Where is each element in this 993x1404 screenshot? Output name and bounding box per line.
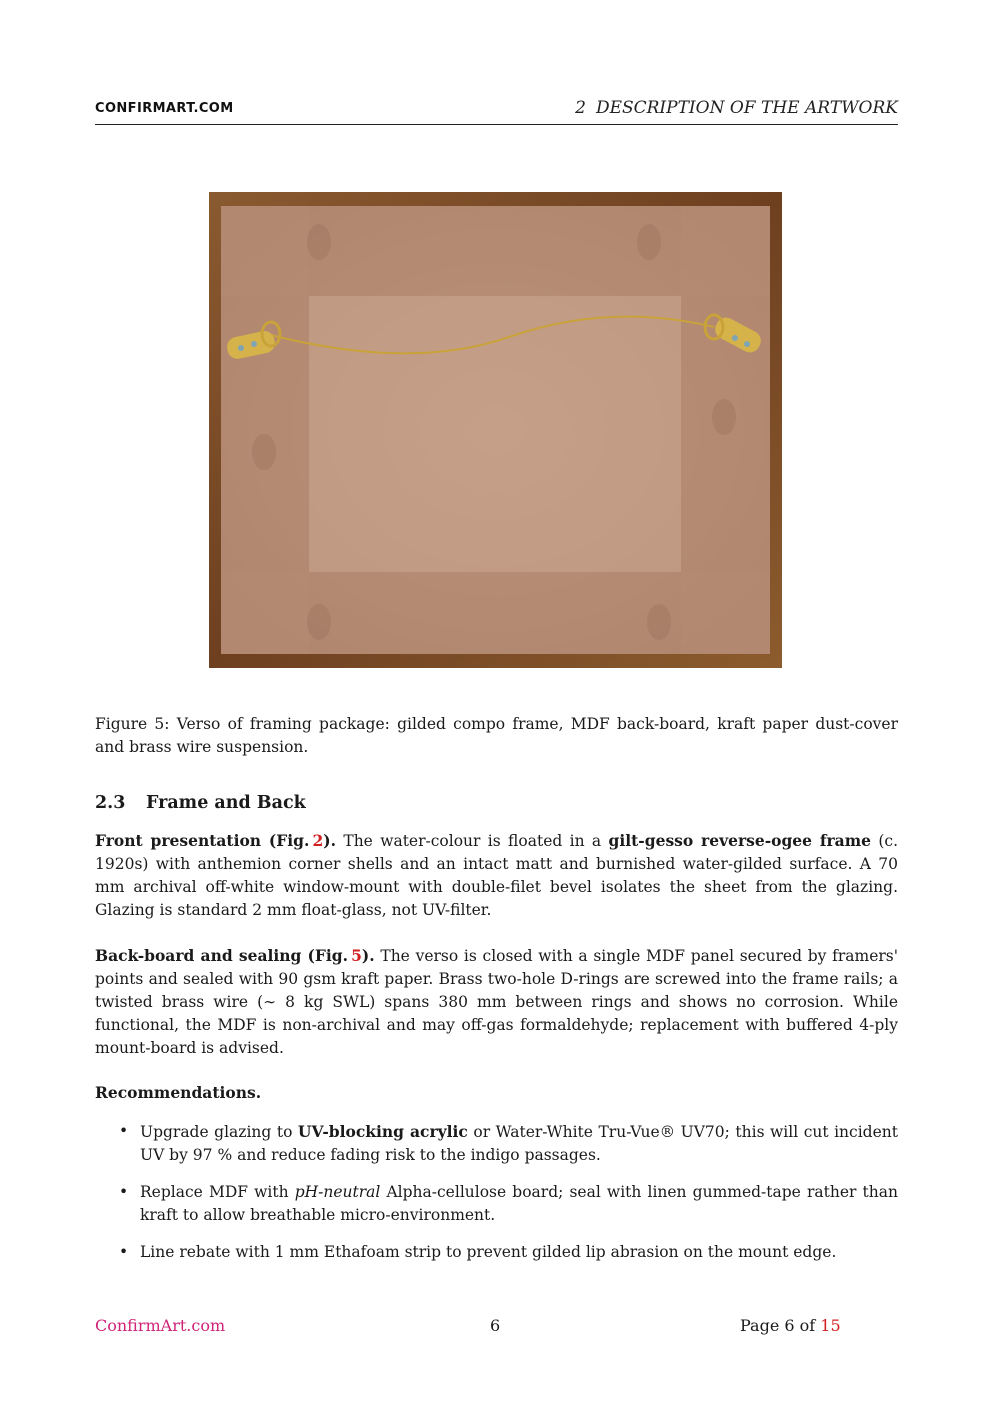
footer-site-link[interactable]: ConfirmArt.com [95, 1316, 226, 1335]
bullet-icon: • [119, 1243, 129, 1261]
bullet-icon: • [119, 1183, 129, 1201]
header-section-title: DESCRIPTION OF THE ARTWORK [595, 98, 898, 118]
page-header [95, 98, 898, 125]
bullet-icon: • [119, 1122, 129, 1140]
list-item: • Upgrade glazing to UV-blocking acrylic or Water-White Tru-Vue® UV70; this will cut incident UV by 97 % and reduce fading risk to the indigo passages. [119, 1122, 898, 1164]
para-lead: Back-board and sealing (Fig. 5). [95, 946, 375, 965]
list-item: • Line rebate with 1 mm Ethafoam strip to prevent gilded lip abrasion on the mount edge. [95, 1241, 898, 1264]
section-number: 2.3 [95, 793, 126, 813]
paragraph-back-board: Back-board and sealing (Fig. 5). The verso is closed with a single MDF panel secured by framers' points and sealed with 90 gsm kraft paper. Brass two-hole D-rings are screwed into the frame rails; a twisted brass wire (∼ 8 kg SWL) spans 380 mm between rings and shows no corrosion. While functional, the MDF is non-archival and may off-gas formaldehyde; replacement with buffered 4-ply mount-board is advised. [95, 946, 899, 1057]
footer-page-count: Page 6 of 15 [740, 1316, 841, 1335]
recommendations-list [95, 1120, 898, 1278]
verso-frame-photo [209, 192, 782, 668]
footer-page-number: 6 [490, 1316, 501, 1335]
figure-ref-link[interactable]: 2 [312, 831, 324, 850]
paragraph-front-presentation: Front presentation (Fig. 2). The water-colour is floated in a gilt-gesso reverse-ogee frame (c. 1920s) with anthemion corner shells and an intact matt and burnished water-gilded surface. A 70 mm archival off-white window-mount with double-filet bevel isolates the sheet from the glazing. Glazing is standard 2 mm float-glass, not UV-filter. [95, 831, 899, 919]
total-pages-link[interactable]: 15 [820, 1316, 841, 1335]
section-title: Frame and Back [146, 793, 306, 813]
section-heading [95, 793, 306, 813]
list-item: • Replace MDF with pH-neutral Alpha-cellulose board; seal with linen gummed-tape rather than kraft to allow breathable micro-environment. [119, 1183, 898, 1224]
recommendations-heading: Recommendations. [95, 1083, 262, 1102]
figure-caption: Figure 5: Verso of framing package: gilded compo frame, MDF back-board, kraft paper dust-cover and brass wire suspension. [95, 715, 898, 756]
header-section-number: 2 [575, 98, 586, 118]
running-section-title [575, 98, 898, 118]
figure-ref-link[interactable]: 5 [351, 946, 362, 965]
site-logo: CONFIRMART.COM [95, 101, 234, 116]
para-lead: Front presentation (Fig. 2). [95, 831, 336, 850]
